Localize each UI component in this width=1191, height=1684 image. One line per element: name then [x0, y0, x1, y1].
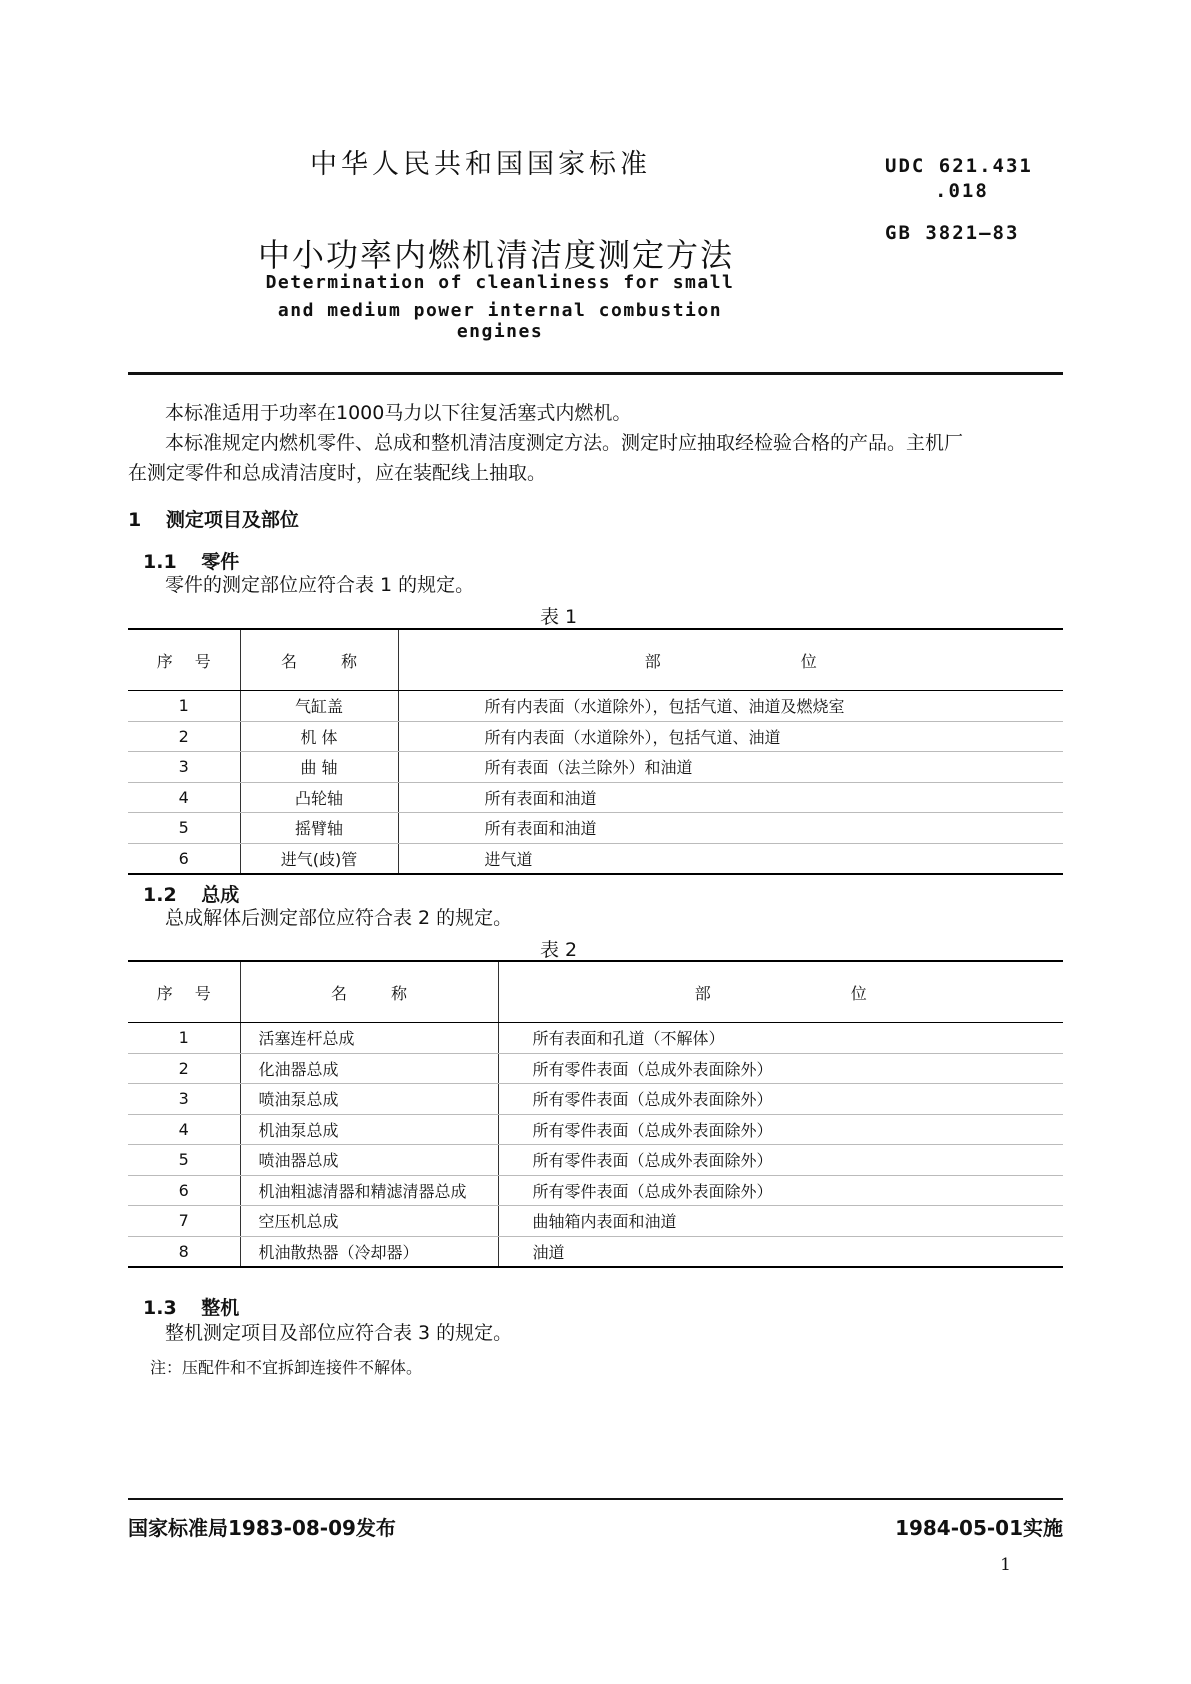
cell-part: 所有零件表面（总成外表面除外） [498, 1175, 1063, 1206]
header-part: 部 位 [498, 961, 1063, 1023]
issue-date: 国家标准局1983-08-09发布 [128, 1516, 396, 1540]
cell-name: 机油泵总成 [240, 1114, 498, 1145]
table-1 [128, 628, 1063, 875]
cell-part: 所有表面和油道 [398, 813, 1063, 844]
org-title: 中华人民共和国国家标准 [310, 149, 651, 180]
cell-name: 空压机总成 [240, 1206, 498, 1237]
cell-no: 8 [128, 1236, 240, 1267]
cell-name: 机油散热器（冷却器） [240, 1236, 498, 1267]
table-row [128, 782, 1063, 813]
table-row [128, 752, 1063, 783]
section-title: 测定项目及部位 [165, 509, 299, 531]
cell-part: 曲轴箱内表面和油道 [498, 1206, 1063, 1237]
table-header-row [128, 961, 1063, 1023]
section-1-heading [128, 505, 299, 532]
table-header-row [128, 629, 1063, 691]
cell-name: 活塞连杆总成 [240, 1023, 498, 1054]
table-row [128, 1114, 1063, 1145]
cell-part: 所有零件表面（总成外表面除外） [498, 1145, 1063, 1176]
section-1-3-heading [143, 1293, 239, 1320]
cell-part: 所有零件表面（总成外表面除外） [498, 1053, 1063, 1084]
cell-name: 机油粗滤清器和精滤清器总成 [240, 1175, 498, 1206]
document-title: 中小功率内燃机清洁度测定方法 [258, 236, 735, 274]
gb-number: GB 3821—83 [885, 222, 1020, 244]
table-row [128, 843, 1063, 874]
table-row [128, 1206, 1063, 1237]
intro-paragraph-1: 本标准适用于功率在1000马力以下往复活塞式内燃机。 [165, 402, 632, 424]
udc-code-suffix: .018 [935, 180, 989, 202]
table-row [128, 1175, 1063, 1206]
cell-name: 进气(歧)管 [240, 843, 398, 874]
table-2-note: 注：压配件和不宜拆卸连接件不解体。 [150, 1358, 423, 1377]
table-row [128, 691, 1063, 722]
cell-name: 机 体 [240, 721, 398, 752]
section-1-1-text: 零件的测定部位应符合表 1 的规定。 [165, 574, 475, 596]
table-2-caption: 表 2 [540, 939, 578, 961]
header-name: 名 称 [240, 961, 498, 1023]
cell-no: 6 [128, 843, 240, 874]
effective-date: 1984-05-01实施 [895, 1516, 1063, 1540]
section-title: 零件 [201, 551, 240, 573]
cell-no: 4 [128, 782, 240, 813]
cell-no: 2 [128, 721, 240, 752]
section-number: 1.1 [143, 551, 177, 573]
cell-no: 1 [128, 691, 240, 722]
table-row [128, 1236, 1063, 1267]
english-title-line1: Determination of cleanliness for small [265, 272, 735, 293]
cell-no: 2 [128, 1053, 240, 1084]
footer-rule [128, 1498, 1063, 1500]
cell-no: 5 [128, 1145, 240, 1176]
intro-paragraph-2-cont: 在测定零件和总成清洁度时，应在装配线上抽取。 [128, 462, 547, 484]
table-row [128, 721, 1063, 752]
table-row [128, 1145, 1063, 1176]
table-2 [128, 960, 1063, 1268]
udc-code: UDC 621.431 [885, 155, 1033, 177]
table-row [128, 1023, 1063, 1054]
cell-part: 所有内表面（水道除外），包括气道、油道及燃烧室 [398, 691, 1063, 722]
cell-name: 曲 轴 [240, 752, 398, 783]
header-rule [128, 372, 1063, 375]
cell-name: 喷油器总成 [240, 1145, 498, 1176]
section-title: 整机 [201, 1297, 240, 1319]
cell-no: 3 [128, 1084, 240, 1115]
header-part: 部 位 [398, 629, 1063, 691]
cell-part: 所有表面和孔道（不解体） [498, 1023, 1063, 1054]
section-1-3-text: 整机测定项目及部位应符合表 3 的规定。 [165, 1322, 513, 1344]
table-row [128, 813, 1063, 844]
intro-paragraph-2: 本标准规定内燃机零件、总成和整机清洁度测定方法。测定时应抽取经检验合格的产品。主机厂 [165, 432, 964, 454]
cell-no: 5 [128, 813, 240, 844]
cell-no: 4 [128, 1114, 240, 1145]
table-row [128, 1053, 1063, 1084]
cell-name: 化油器总成 [240, 1053, 498, 1084]
page-number: 1 [1000, 1555, 1011, 1575]
table-1-caption: 表 1 [540, 606, 578, 628]
table-row [128, 1084, 1063, 1115]
cell-part: 所有内表面（水道除外），包括气道、油道 [398, 721, 1063, 752]
header-name: 名 称 [240, 629, 398, 691]
section-number: 1.3 [143, 1297, 177, 1319]
header-no: 序 号 [128, 961, 240, 1023]
header-no: 序 号 [128, 629, 240, 691]
section-number: 1.2 [143, 884, 177, 906]
cell-no: 6 [128, 1175, 240, 1206]
section-number: 1 [128, 509, 142, 531]
cell-name: 凸轮轴 [240, 782, 398, 813]
english-title-line2: and medium power internal combustion engines [277, 300, 723, 342]
cell-name: 喷油泵总成 [240, 1084, 498, 1115]
cell-part: 进气道 [398, 843, 1063, 874]
cell-part: 油道 [498, 1236, 1063, 1267]
cell-name: 摇臂轴 [240, 813, 398, 844]
section-1-2-text: 总成解体后测定部位应符合表 2 的规定。 [165, 907, 513, 929]
cell-part: 所有零件表面（总成外表面除外） [498, 1084, 1063, 1115]
cell-name: 气缸盖 [240, 691, 398, 722]
cell-part: 所有零件表面（总成外表面除外） [498, 1114, 1063, 1145]
section-title: 总成 [201, 884, 240, 906]
cell-no: 1 [128, 1023, 240, 1054]
cell-part: 所有表面（法兰除外）和油道 [398, 752, 1063, 783]
cell-part: 所有表面和油道 [398, 782, 1063, 813]
cell-no: 3 [128, 752, 240, 783]
cell-no: 7 [128, 1206, 240, 1237]
